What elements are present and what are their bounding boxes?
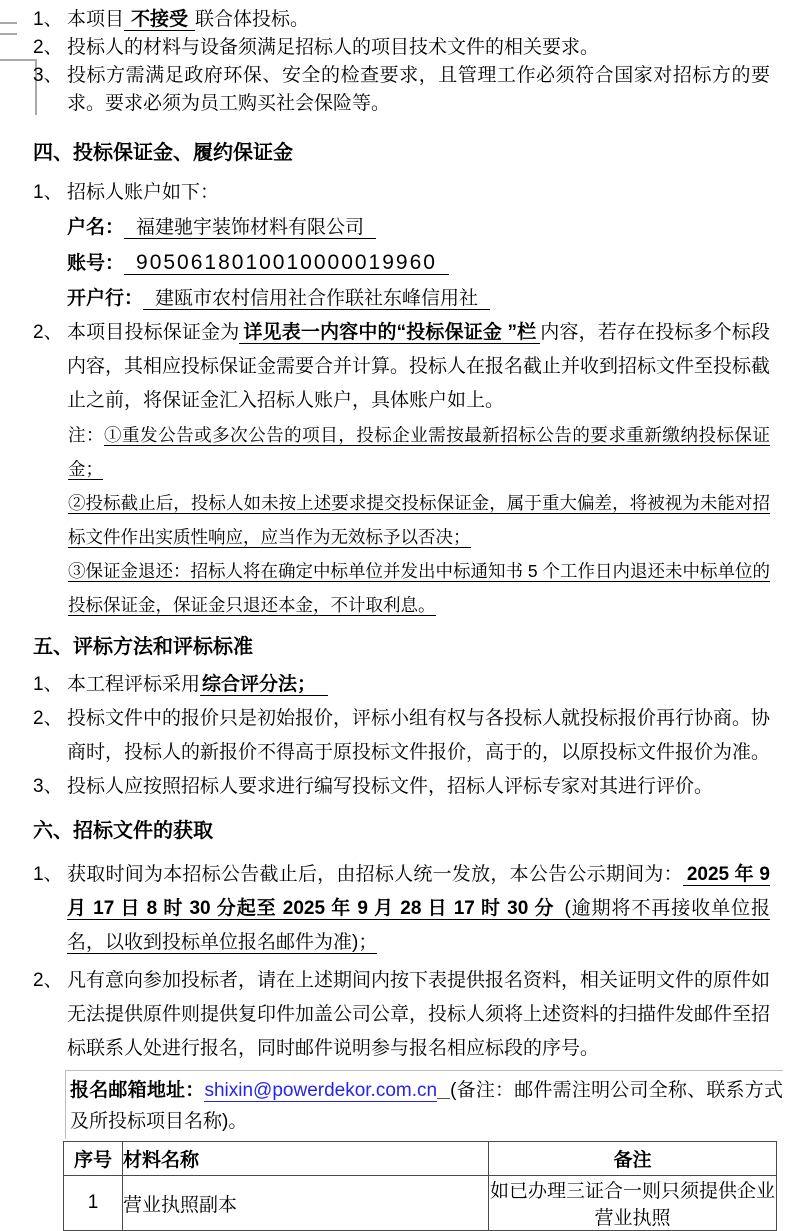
account-number-value: 9050618010010000019960 (124, 251, 449, 275)
table-header-seq: 序号 (64, 1142, 123, 1176)
sec4-item-2 (33, 316, 770, 418)
email-info-box (65, 1070, 783, 1139)
list-item-1 (33, 6, 770, 34)
item-text: 投标文件中的报价只是初始报价，评标小组有权与各投标人就投标报价再行协商。协商时，投标人的新报价不得高于原投标文件报价，高于的，以原投标文件报价为准。 (67, 708, 771, 763)
sec4-item-1 (33, 176, 770, 210)
table-row (64, 1176, 777, 1231)
underlined-run: ①重发公告或多次公告的项目，投标企业需按最新招标公告的要求重新缴纳投标保证金； (68, 425, 771, 479)
list-item-3 (33, 62, 770, 118)
section-heading-6: 六、招标文件的获取 (33, 820, 213, 842)
sec6-item-1 (33, 858, 770, 960)
text-run: 内容，若存在投标多个标段内容，其相应投标保证金需要合并计算。投标人在报名截止并收到招标文件至投标截止之前，将保证金汇入招标人账户，具体账户如上。 (67, 322, 771, 411)
text-run: 本项目 (67, 9, 125, 30)
underlined-run: ③保证金退还：招标人将在确定中标单位并发出中标通知书 5 个工作日内退还未中标单位的投标保证金，保证金只退还本金，不计取利息。 (68, 561, 770, 615)
materials-table (63, 1141, 777, 1231)
note-label: 注： (68, 425, 105, 445)
account-name-label: 户名： (67, 217, 125, 238)
account-number-label: 账号： (67, 253, 125, 274)
underlined-run: (逾期将不再接收单位报名，以收到投标单位报名邮件为准)； (67, 898, 770, 953)
item-text (67, 858, 770, 960)
text-run: 获取时间为本招标公告截止后，由招标人统一发放，本公告公示期间为： (67, 864, 683, 885)
sec5-item-3 (33, 770, 770, 804)
text-run: 本项目投标保证金为 (67, 322, 240, 343)
account-name-line (67, 210, 770, 245)
account-bank-line (67, 281, 770, 316)
email-paragraph (70, 1075, 783, 1137)
item-text: 凡有意向参加投标者，请在上述期间内按下表提供报名资料，相关证明文件的原件如无法提供原件则提供复印件加盖公司公章，投标人须将上述资料的扫描件发邮件至招标联系人处进行报名，同时邮件说明参与报名相应标段的序号。 (67, 970, 771, 1059)
bold-underlined-run: 综合评分法； (200, 674, 328, 696)
note-paragraph-1 (68, 418, 770, 486)
item-text: 招标人账户如下： (67, 182, 220, 203)
sec5-item-1 (33, 668, 770, 702)
email-note: (备注：邮件需注明公司全称、联系方式及所投标项目名称)。 (70, 1080, 783, 1132)
text-run: 本工程评标采用 (67, 674, 201, 695)
item-text: 投标方需满足政府环保、安全的检查要求，且管理工作必须符合国家对招标方的要求。要求必须为员工购买社会保险等。 (67, 65, 770, 114)
item-number: 1、 (33, 182, 63, 203)
item-number: 3、 (33, 776, 63, 797)
top-numbered-list (33, 6, 770, 118)
notes-block (68, 418, 770, 622)
item-text (67, 6, 770, 34)
table-header-remark: 备注 (489, 1142, 777, 1176)
item-number: 1、 (33, 674, 63, 695)
table-cell-material: 营业执照副本 (123, 1176, 489, 1231)
item-number: 2、 (33, 970, 63, 991)
table-cell-remark: 如已办理三证合一则只须提供企业营业执照 (489, 1176, 777, 1231)
item-text (67, 668, 770, 702)
note-paragraph-3 (68, 554, 770, 622)
list-item-2 (33, 34, 770, 62)
bank-account-block (67, 210, 770, 316)
email-label: 报名邮箱地址： (70, 1080, 205, 1101)
item-text: 投标人的材料与设备须满足招标人的项目技术文件的相关要求。 (67, 37, 600, 58)
table-header-row (64, 1142, 777, 1176)
bold-underlined-run: 不接受 (124, 9, 195, 31)
table-cell-seq: 1 (64, 1176, 123, 1231)
account-number-line (67, 245, 770, 281)
table-header-material: 材料名称 (123, 1142, 489, 1176)
note-paragraph-2 (68, 486, 770, 554)
item-text: 投标人应按照招标人要求进行编写投标文件，招标人评标专家对其进行评价。 (67, 776, 714, 797)
item-number: 1、 (33, 864, 63, 885)
account-bank-label: 开户行： (67, 288, 144, 309)
section-heading-5: 五、评标方法和评标标准 (33, 636, 253, 658)
sec5-item-2 (33, 702, 770, 770)
bold-underlined-date-run: 2025 年 9 月 17 日 8 时 30 分起至 2025 年 9 月 28 日 17 时 30 分 (67, 864, 770, 919)
section-heading-4: 四、投标保证金、履约保证金 (33, 142, 293, 164)
account-name-value: 福建驰宇装饰材料有限公司 (124, 217, 376, 239)
item-number: 1、 (33, 9, 63, 30)
item-number: 2、 (33, 708, 63, 729)
item-number: 2、 (33, 322, 63, 343)
bold-underlined-run: 详见表一内容中的“投标保证金 ”栏 (239, 322, 540, 344)
item-text (67, 316, 770, 418)
item-number: 2、 (33, 37, 63, 58)
item-number: 3、 (33, 65, 63, 86)
account-bank-value: 建瓯市农村信用社合作联社东峰信用社 (143, 288, 490, 310)
underline-filler (437, 1078, 450, 1099)
sec6-item-2 (33, 964, 770, 1066)
underlined-run: ②投标截止后，投标人如未按上述要求提交投标保证金，属于重大偏差，将被视为未能对招标文件作出实质性响应，应当作为无效标予以否决； (68, 493, 770, 547)
email-link[interactable]: shixin@powerdekor.com.cn (204, 1080, 438, 1101)
text-run: 联合体投标。 (195, 9, 310, 30)
